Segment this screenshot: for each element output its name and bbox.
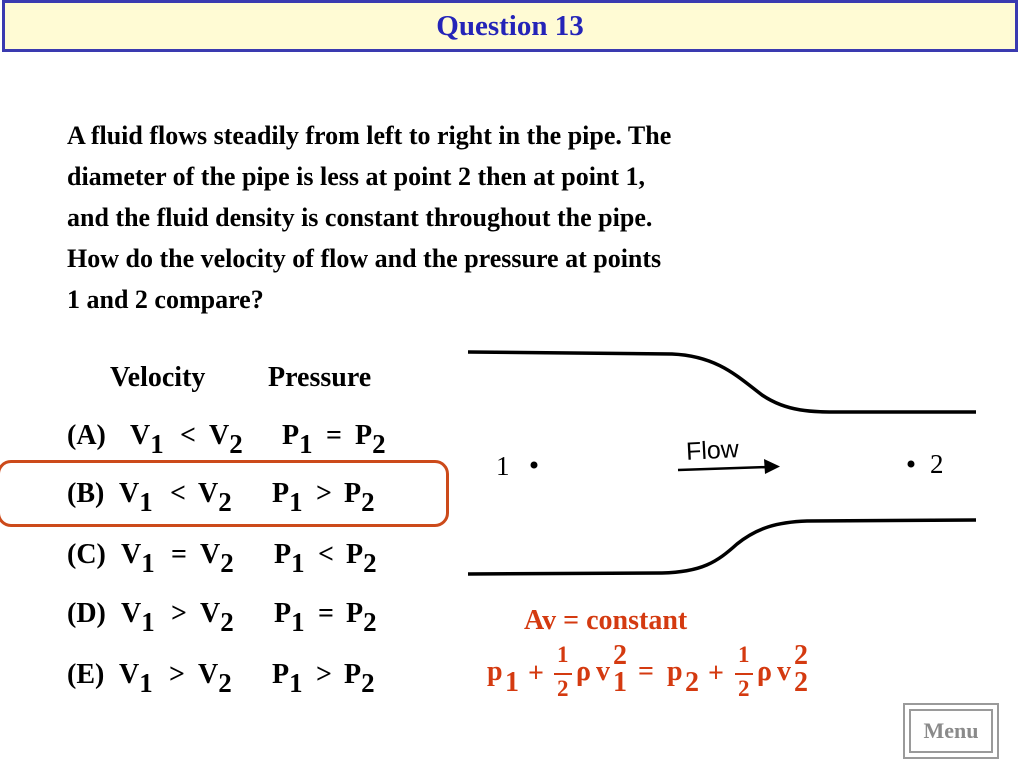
option-letter: (B) (67, 478, 105, 509)
question-line: and the fluid density is constant throughout the pipe. (67, 203, 653, 232)
fraction-bar (735, 673, 753, 675)
option-letter: (C) (67, 539, 106, 570)
question-text (67, 115, 887, 320)
pipe-diagram (462, 340, 982, 585)
page-title: Question 13 (436, 10, 584, 42)
question-line: A fluid flows steadily from left to right in the pipe. The (67, 121, 672, 150)
continuity-equation: Av = constant (524, 605, 688, 636)
point-2-label: 2 (930, 449, 944, 479)
option-letter: (E) (67, 659, 105, 690)
option-letter: (D) (67, 598, 106, 629)
question-line: diameter of the pipe is less at point 2 then at point 1, (67, 162, 646, 191)
point-1-label: 1 (496, 451, 510, 481)
menu-button-label: Menu (909, 709, 993, 753)
pipe-lower-wall (468, 520, 976, 574)
menu-button[interactable] (903, 703, 999, 759)
question-line: How do the velocity of flow and the pressure at points (67, 244, 662, 273)
option-letter: (A) (67, 420, 106, 451)
question-line: 1 and 2 compare? (67, 285, 264, 314)
fraction-bar (554, 673, 572, 675)
velocity-column-header: Velocity (110, 362, 206, 393)
point-2-dot (908, 461, 915, 468)
flow-label: Flow (685, 435, 740, 466)
title-bar (2, 0, 1018, 52)
pipe-upper-wall (468, 352, 976, 412)
pressure-column-header: Pressure (268, 362, 372, 393)
point-1-dot (531, 462, 538, 469)
